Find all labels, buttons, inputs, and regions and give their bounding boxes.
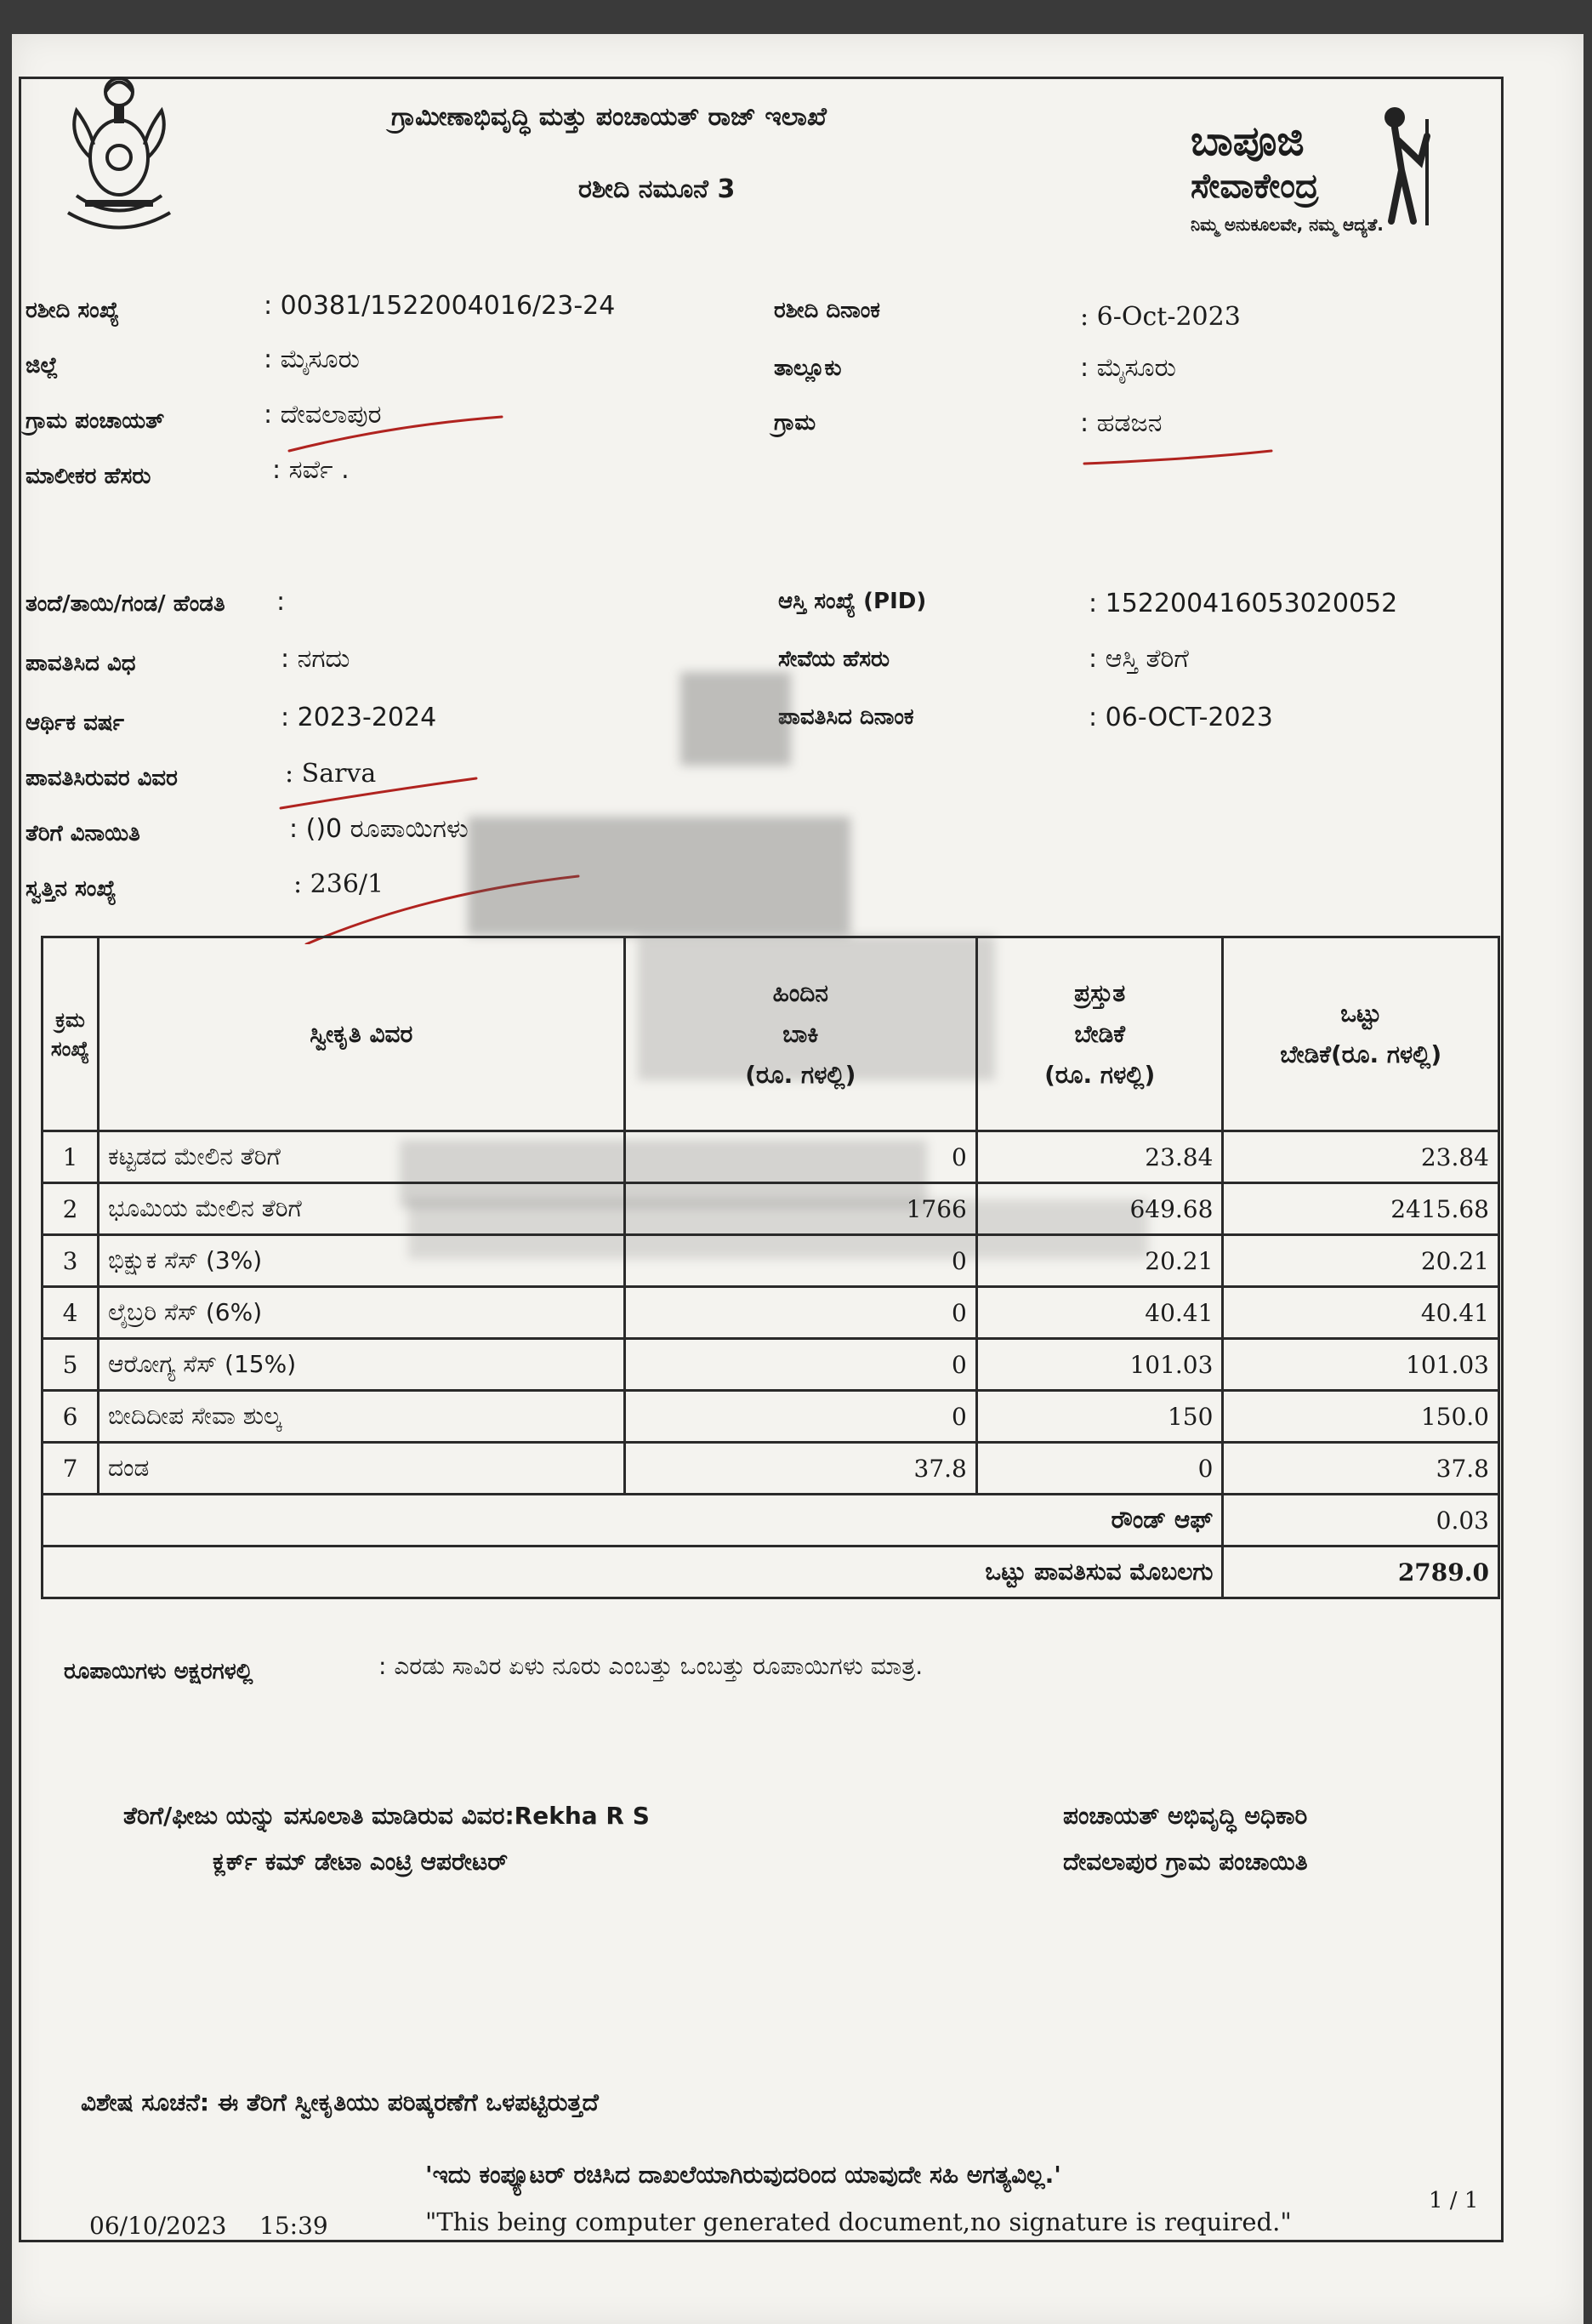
- row-prev: 37.8: [624, 1443, 976, 1495]
- field-label: ಗ್ರಾಮ: [774, 410, 816, 436]
- field-value: : 236/1: [293, 869, 384, 899]
- table-row: [43, 1183, 1499, 1235]
- collector-line2: ಕ್ಲರ್ಕ್ ಕಮ್ ಡೇಟಾ ಎಂಟ್ರಿ ಆಪರೇಟರ್: [213, 1848, 509, 1876]
- row-desc: ಆರೋಗ್ಯ ಸೆಸ್ (15%): [98, 1339, 624, 1391]
- english-disclaimer: "This being computer generated document,no signature is required.": [425, 2207, 1292, 2236]
- page-number: 1 / 1: [1429, 2188, 1479, 2213]
- round-off-row: [43, 1495, 1499, 1546]
- gandhi-figure-icon: [1361, 102, 1437, 230]
- brand-subname: ಸೇವಾಕೇಂದ್ರ: [1191, 167, 1319, 206]
- field-value: :: [276, 587, 286, 617]
- row-sl: 4: [43, 1287, 99, 1339]
- smudge-mark: [468, 817, 850, 936]
- row-total: 37.8: [1223, 1443, 1499, 1495]
- field-label: ರಶೀದಿ ಸಂಖ್ಯೆ: [26, 298, 120, 323]
- table-row: [43, 1131, 1499, 1183]
- row-sl: 3: [43, 1235, 99, 1287]
- field-label: ಪಾವತಿಸಿದ ದಿನಾಂಕ: [778, 704, 914, 730]
- field-label: ಗ್ರಾಮ ಪಂಚಾಯತ್: [26, 408, 165, 434]
- row-curr: 101.03: [976, 1339, 1223, 1391]
- row-total: 20.21: [1223, 1235, 1499, 1287]
- row-desc: ದಂಡ: [98, 1443, 624, 1495]
- row-desc: ಭಿಕ್ಷುಕ ಸೆಸ್ (3%): [98, 1235, 624, 1287]
- row-curr: 0: [976, 1443, 1223, 1495]
- collector-line1: ತೆರಿಗೆ/ಫೀಜು ಯನ್ನು ವಸೂಲಾತಿ ಮಾಡಿರುವ ವಿವರ:Rekha R S: [123, 1802, 650, 1830]
- field-label: ಮಾಲೀಕರ ಹೆಸರು: [26, 464, 151, 489]
- state-emblem-icon: [51, 68, 187, 238]
- table-row: [43, 1339, 1499, 1391]
- row-curr: 40.41: [976, 1287, 1223, 1339]
- field-value: : 152200416053020052: [1089, 589, 1398, 618]
- row-prev: 0: [624, 1339, 976, 1391]
- row-prev: 1766: [624, 1183, 976, 1235]
- field-label: ತಂದೆ/ತಾಯಿ/ಗಂಡ/ ಹೆಂಡತಿ: [26, 591, 225, 617]
- field-label: ತಾಲ್ಲೂಕು: [774, 356, 842, 381]
- officer-line1: ಪಂಚಾಯತ್ ಅಭಿವೃದ್ಧಿ ಅಧಿಕಾರಿ: [1063, 1802, 1308, 1830]
- row-sl: 2: [43, 1183, 99, 1235]
- row-curr: 20.21: [976, 1235, 1223, 1287]
- field-label: ಆರ್ಥಿಕ ವರ್ಷ: [26, 710, 125, 736]
- field-value: : 00381/1522004016/23-24: [264, 291, 616, 321]
- officer-line2: ದೇವಲಾಪುರ ಗ್ರಾಮ ಪಂಚಾಯಿತಿ: [1063, 1848, 1308, 1876]
- print-time: 15:39: [259, 2212, 328, 2240]
- row-desc: ಬೀದಿದೀಪ ಸೇವಾ ಶುಲ್ಕ: [98, 1391, 624, 1443]
- field-value: : ದೇವಲಾಪುರ: [264, 400, 382, 430]
- row-desc: ಕಟ್ಟಡದ ಮೇಲಿನ ತೆರಿಗೆ: [98, 1131, 624, 1183]
- field-label: ಜಿಲ್ಲೆ: [26, 353, 59, 379]
- row-total: 23.84: [1223, 1131, 1499, 1183]
- print-date: 06/10/2023: [89, 2212, 227, 2240]
- grand-total-row: [43, 1546, 1499, 1598]
- field-label: ಪಾವತಿಸಿರುವರ ವಿವರ: [26, 766, 178, 791]
- field-value: : 2023-2024: [281, 703, 437, 732]
- field-label: ಪಾವತಿಸಿದ ವಿಧ: [26, 651, 136, 676]
- table-row: [43, 1235, 1499, 1287]
- field-label: ಆಸ್ತಿ ಸಂಖ್ಯೆ (PID): [778, 589, 927, 614]
- field-value: : ಮೈಸೂರು: [1080, 353, 1176, 383]
- amount-words-label: ರೂಪಾಯಿಗಳು ಅಕ್ಷರಗಳಲ್ಲಿ: [64, 1659, 253, 1684]
- row-total: 101.03: [1223, 1339, 1499, 1391]
- table-row: [43, 1287, 1499, 1339]
- form-title: ರಶೀದಿ ನಮೂನೆ 3: [578, 174, 736, 204]
- field-label: ಸ್ವತ್ತಿನ ಸಂಖ್ಯೆ: [26, 876, 117, 902]
- row-total: 2415.68: [1223, 1183, 1499, 1235]
- row-prev: 0: [624, 1131, 976, 1183]
- row-desc: ಭೂಮಿಯ ಮೇಲಿನ ತೆರಿಗೆ: [98, 1183, 624, 1235]
- department-title: ಗ್ರಾಮೀಣಾಭಿವೃದ್ಧಿ ಮತ್ತು ಪಂಚಾಯತ್ ರಾಜ್ ಇಲಾಖೆ: [391, 102, 827, 132]
- field-value: : ನಗದು: [281, 644, 350, 674]
- field-value: : ()0 ರೂಪಾಯಿಗಳು: [289, 814, 469, 844]
- row-prev: 0: [624, 1235, 976, 1287]
- row-curr: 150: [976, 1391, 1223, 1443]
- field-value: : ಸರ್ವೆ .: [272, 455, 350, 485]
- field-value: : Sarva: [285, 759, 377, 789]
- row-sl: 7: [43, 1443, 99, 1495]
- round-off-label: ರೌಂಡ್ ಆಫ್: [43, 1495, 1223, 1546]
- grand-total-label: ಒಟ್ಟು ಪಾವತಿಸುವ ಮೊಬಲಗು: [43, 1546, 1223, 1598]
- field-value: : ಆಸ್ತಿ ತೆರಿಗೆ: [1089, 644, 1189, 674]
- brand-name: ಬಾಪೂಜಿ: [1191, 117, 1305, 165]
- header-total: ಒಟ್ಟು ಬೇಡಿಕೆ(ರೂ. ಗಳಲ್ಲಿ): [1223, 937, 1499, 1131]
- row-curr: 23.84: [976, 1131, 1223, 1183]
- field-label: ಸೇವೆಯ ಹೆಸರು: [778, 647, 890, 672]
- round-off-value: 0.03: [1223, 1495, 1499, 1546]
- row-desc: ಲೈಬ್ರರಿ ಸೆಸ್ (6%): [98, 1287, 624, 1339]
- kannada-disclaimer: 'ಇದು ಕಂಪ್ಯೂಟರ್ ರಚಿಸಿದ ದಾಖಲೆಯಾಗಿರುವುದರಿಂದ ಯಾವುದೇ ಸಹಿ ಅಗತ್ಯವಿಲ್ಲ.': [425, 2161, 1061, 2189]
- table-row: [43, 1391, 1499, 1443]
- row-prev: 0: [624, 1391, 976, 1443]
- row-total: 40.41: [1223, 1287, 1499, 1339]
- row-sl: 1: [43, 1131, 99, 1183]
- demand-table: [41, 936, 1500, 1599]
- grand-total-value: 2789.0: [1223, 1546, 1499, 1598]
- amount-words-value: : ಎರಡು ಸಾವಿರ ಏಳು ನೂರು ಎಂಬತ್ತು ಒಂಬತ್ತು ರೂಪಾಯಿಗಳು ಮಾತ್ರ.: [378, 1652, 924, 1680]
- row-total: 150.0: [1223, 1391, 1499, 1443]
- special-note: ವಿಶೇಷ ಸೂಚನೆ: ಈ ತೆರಿಗೆ ಸ್ವೀಕೃತಿಯು ಪರಿಷ್ಕರಣೆಗೆ ಒಳಪಟ್ಟಿರುತ್ತದೆ: [81, 2088, 599, 2116]
- header-curr: ಪ್ರಸ್ತುತ ಬೇಡಿಕೆ (ರೂ. ಗಳಲ್ಲಿ): [976, 937, 1223, 1131]
- smudge-mark: [680, 672, 791, 766]
- header-prev: ಹಿಂದಿನ ಬಾಕಿ (ರೂ. ಗಳಲ್ಲಿ): [624, 937, 976, 1131]
- table-header-row: [43, 937, 1499, 1131]
- field-value: : 6-Oct-2023: [1080, 302, 1241, 332]
- field-label: ತೆರಿಗೆ ವಿನಾಯಿತಿ: [26, 821, 140, 846]
- field-value: : ಹಡಜನ: [1080, 408, 1163, 438]
- header-sl: ಕ್ರಮ ಸಂಖ್ಯೆ: [43, 937, 99, 1131]
- brand-tagline: ನಿಮ್ಮ ಅನುಕೂಲವೇ, ನಮ್ಮ ಆದ್ಯತೆ.: [1191, 214, 1384, 235]
- table-row: [43, 1443, 1499, 1495]
- field-label: ರಶೀದಿ ದಿನಾಂಕ: [774, 298, 880, 323]
- row-prev: 0: [624, 1287, 976, 1339]
- field-value: : 06-OCT-2023: [1089, 703, 1273, 732]
- row-sl: 6: [43, 1391, 99, 1443]
- row-curr: 649.68: [976, 1183, 1223, 1235]
- field-value: : ಮೈಸೂರು: [264, 345, 360, 374]
- header-desc: ಸ್ವೀಕೃತಿ ವಿವರ: [98, 937, 624, 1131]
- row-sl: 5: [43, 1339, 99, 1391]
